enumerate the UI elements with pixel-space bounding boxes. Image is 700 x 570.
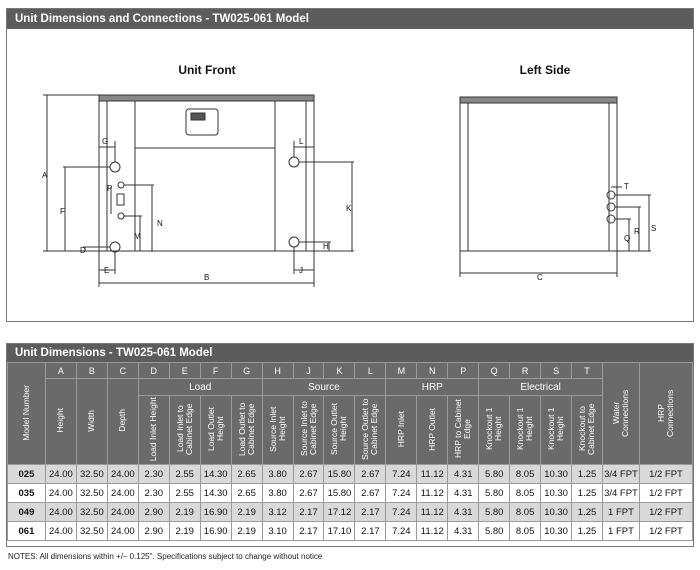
label-k: K [346, 204, 352, 213]
table-cell: 10.30 [541, 465, 572, 484]
table-cell: 17.10 [324, 522, 355, 541]
col-letter: N [417, 363, 448, 379]
group-source: Source [262, 379, 386, 396]
col-hrp-edge: HRP to Cabinet Edge [448, 396, 479, 465]
side-cabinet [460, 97, 617, 251]
model-number-header: Model Number [8, 363, 46, 465]
table-cell: 2.67 [355, 484, 386, 503]
label-s: S [651, 224, 657, 233]
col-letter: P [448, 363, 479, 379]
col-knockout-q: Knockout 1 Height [479, 396, 510, 465]
table-cell: 8.05 [510, 522, 541, 541]
col-load-inlet-edge: Load Inlet to Cabinet Edge [169, 396, 200, 465]
col-source-outlet-height: Source Outlet Height [324, 396, 355, 465]
table-cell: 11.12 [417, 484, 448, 503]
table-cell: 1.25 [572, 522, 603, 541]
table-cell: 5.80 [479, 503, 510, 522]
col-depth: Depth [107, 379, 138, 465]
hrp-connections-header: HRP Connections [639, 363, 692, 465]
col-source-inlet-edge: Source Inlet to Cabinet Edge [293, 396, 324, 465]
front-cabinet [99, 95, 314, 251]
col-letter: M [386, 363, 417, 379]
hrp-inlet-connection [118, 213, 124, 219]
col-height: Height [45, 379, 76, 465]
side-top-rail [460, 97, 617, 103]
table-cell: 2.30 [138, 465, 169, 484]
table-cell: 14.30 [200, 484, 231, 503]
left-side-title: Left Side [519, 63, 571, 77]
table-cell: 24.00 [107, 484, 138, 503]
table-cell: 24.00 [45, 465, 76, 484]
label-q: Q [624, 234, 631, 243]
table-row [8, 522, 693, 541]
unit-front-title: Unit Front [178, 63, 236, 77]
label-h: H [323, 242, 329, 251]
unit-front-drawing [43, 95, 354, 287]
col-letter: R [510, 363, 541, 379]
model-cell: 025 [8, 465, 46, 484]
table-cell: 2.55 [169, 484, 200, 503]
col-source-inlet-height: Source Inlet Height [262, 396, 293, 465]
table-cell: 5.80 [479, 484, 510, 503]
table-cell: 1/2 FPT [639, 503, 692, 522]
col-letter: T [572, 363, 603, 379]
table-cell: 2.67 [355, 465, 386, 484]
table-cell: 2.65 [231, 484, 262, 503]
table-cell: 2.17 [355, 503, 386, 522]
table-cell: 10.30 [541, 503, 572, 522]
knockout-top [607, 191, 615, 199]
table-row [8, 465, 693, 484]
label-f: F [60, 207, 65, 216]
model-cell: 049 [8, 503, 46, 522]
table-cell: 3/4 FPT [603, 484, 640, 503]
table-cell: 7.24 [386, 465, 417, 484]
model-cell: 035 [8, 484, 46, 503]
col-letter: S [541, 363, 572, 379]
label-p: P [107, 184, 113, 193]
table-cell: 4.31 [448, 503, 479, 522]
table-cell: 10.30 [541, 484, 572, 503]
table-cell: 2.17 [293, 522, 324, 541]
col-hrp-outlet: HRP Outlet [417, 396, 448, 465]
table-cell: 2.67 [293, 484, 324, 503]
knockout-middle [607, 203, 615, 211]
col-width: Width [76, 379, 107, 465]
table-cell: 24.00 [45, 522, 76, 541]
table-cell: 11.12 [417, 503, 448, 522]
table-cell: 11.12 [417, 465, 448, 484]
table-row [8, 484, 693, 503]
table-cell: 1 FPT [603, 503, 640, 522]
dimensions-table-panel [6, 343, 694, 547]
left-side-drawing [460, 97, 651, 277]
table-cell: 1/2 FPT [639, 484, 692, 503]
col-letter: H [262, 363, 293, 379]
col-hrp-inlet: HRP Inlet [386, 396, 417, 465]
table-cell: 2.17 [355, 522, 386, 541]
table-cell: 4.31 [448, 484, 479, 503]
table-cell: 7.24 [386, 503, 417, 522]
col-load-inlet-height: Load Inlet Height [138, 396, 169, 465]
table-cell: 8.05 [510, 503, 541, 522]
display-screen [191, 113, 205, 120]
col-letter: J [293, 363, 324, 379]
col-load-outlet-height: Load Outlet Height [200, 396, 231, 465]
col-knockout-r: Knockout 1 Height [510, 396, 541, 465]
label-t: T [624, 182, 629, 191]
col-knockout-edge: Knockout to Cabinet Edge [572, 396, 603, 465]
table-cell: 24.00 [45, 484, 76, 503]
table-cell: 3.12 [262, 503, 293, 522]
table-cell: 15.80 [324, 484, 355, 503]
table-cell: 32.50 [76, 465, 107, 484]
label-e: E [104, 266, 110, 275]
table-body [8, 465, 693, 541]
table-cell: 1.25 [572, 503, 603, 522]
table-cell: 3/4 FPT [603, 465, 640, 484]
label-m: M [134, 232, 141, 241]
table-cell: 2.30 [138, 484, 169, 503]
col-letter: G [231, 363, 262, 379]
table-cell: 2.19 [169, 503, 200, 522]
table-cell: 1.25 [572, 484, 603, 503]
label-d: D [80, 246, 86, 255]
table-cell: 24.00 [107, 522, 138, 541]
table-cell: 8.05 [510, 484, 541, 503]
table-cell: 1 FPT [603, 522, 640, 541]
table-cell: 10.30 [541, 522, 572, 541]
table-header: Unit Dimensions - TW025-061 Model [7, 344, 693, 362]
table-cell: 15.80 [324, 465, 355, 484]
label-j: J [299, 266, 303, 275]
col-letter: L [355, 363, 386, 379]
table-cell: 2.17 [293, 503, 324, 522]
source-outlet-connection [289, 157, 299, 167]
table-cell: 4.31 [448, 465, 479, 484]
label-l: L [299, 137, 304, 146]
col-load-outlet-edge: Load Outlet to Cabinet Edge [231, 396, 262, 465]
col-letter: F [200, 363, 231, 379]
drawings-header: Unit Dimensions and Connections - TW025-061 Model [7, 9, 693, 29]
water-connections-header: Water Connections [603, 363, 640, 465]
hrp-outlet-connection [118, 182, 124, 188]
label-a: A [42, 171, 48, 180]
table-cell: 24.00 [45, 503, 76, 522]
table-cell: 4.31 [448, 522, 479, 541]
knockout-bottom [607, 215, 615, 223]
table-row [8, 503, 693, 522]
table-cell: 1.25 [572, 465, 603, 484]
control-panel [135, 101, 275, 148]
table-cell: 1/2 FPT [639, 522, 692, 541]
col-letter: C [107, 363, 138, 379]
label-n: N [157, 219, 163, 228]
label-c: C [537, 273, 543, 282]
table-cell: 2.90 [138, 522, 169, 541]
table-cell: 2.19 [231, 503, 262, 522]
notes-text: NOTES: All dimensions within +/– 0.125". Specifications subject to change without notice [8, 552, 323, 561]
model-cell: 061 [8, 522, 46, 541]
table-cell: 5.80 [479, 522, 510, 541]
dimension-drawings [7, 29, 693, 321]
group-load: Load [138, 379, 262, 396]
table-cell: 5.80 [479, 465, 510, 484]
col-letter: B [76, 363, 107, 379]
front-top-rail [99, 95, 314, 101]
source-inlet-connection [289, 237, 299, 247]
col-letter: D [138, 363, 169, 379]
table-cell: 16.90 [200, 503, 231, 522]
side-dimension-labels [537, 182, 656, 282]
col-letter: E [169, 363, 200, 379]
table-cell: 32.50 [76, 503, 107, 522]
table-cell: 2.65 [231, 465, 262, 484]
table-cell: 7.24 [386, 522, 417, 541]
table-cell: 14.30 [200, 465, 231, 484]
table-cell: 2.19 [169, 522, 200, 541]
drawings-panel [6, 8, 694, 322]
table-cell: 2.19 [231, 522, 262, 541]
table-cell: 7.24 [386, 484, 417, 503]
col-letter: K [324, 363, 355, 379]
table-cell: 24.00 [107, 503, 138, 522]
group-hrp: HRP [386, 379, 479, 396]
table-cell: 2.55 [169, 465, 200, 484]
table-cell: 2.90 [138, 503, 169, 522]
table-cell: 17.12 [324, 503, 355, 522]
col-source-outlet-edge: Source Outlet to Cabinet Edge [355, 396, 386, 465]
table-cell: 32.50 [76, 484, 107, 503]
col-knockout-s: Knockout 1 Height [541, 396, 572, 465]
load-outlet-connection [110, 162, 120, 172]
table-cell: 3.80 [262, 465, 293, 484]
group-electrical: Electrical [479, 379, 603, 396]
table-cell: 16.90 [200, 522, 231, 541]
dimensions-table [7, 362, 693, 541]
label-b: B [204, 273, 210, 282]
table-cell: 11.12 [417, 522, 448, 541]
table-cell: 3.10 [262, 522, 293, 541]
table-cell: 1/2 FPT [639, 465, 692, 484]
col-letter: A [45, 363, 76, 379]
col-letter: Q [479, 363, 510, 379]
label-r: R [634, 227, 640, 236]
knockout-box [117, 194, 124, 205]
table-cell: 2.67 [293, 465, 324, 484]
table-cell: 8.05 [510, 465, 541, 484]
table-cell: 24.00 [107, 465, 138, 484]
table-cell: 3.80 [262, 484, 293, 503]
label-g: G [102, 137, 109, 146]
table-cell: 32.50 [76, 522, 107, 541]
